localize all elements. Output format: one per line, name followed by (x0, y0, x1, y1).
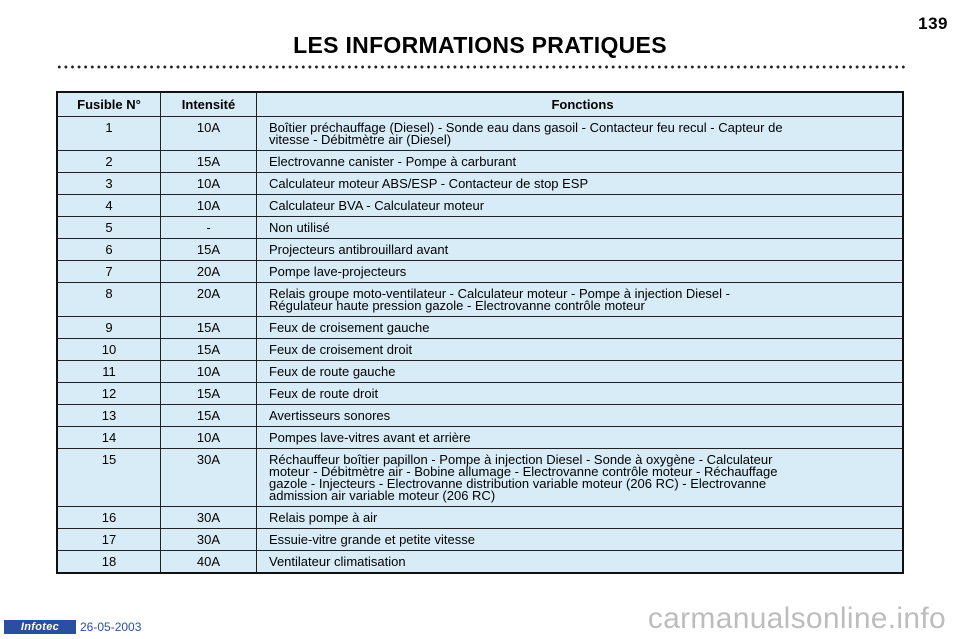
function-line: Feux de route gauche (269, 364, 396, 379)
table-row (58, 550, 902, 572)
fuse-intensity: 30A (160, 507, 256, 528)
fuse-functions (256, 261, 902, 282)
fuse-number: 6 (105, 242, 113, 257)
fuse-intensity: 15A (160, 339, 256, 360)
footer-date: 26-05-2003 (80, 620, 142, 634)
table-row (58, 360, 902, 382)
function-line: Non utilisé (269, 220, 330, 235)
fuse-table (56, 91, 904, 574)
page-title: LES INFORMATIONS PRATIQUES (293, 32, 667, 58)
function-line: Pompes lave-vitres avant et arrière (269, 430, 471, 445)
function-line: Réchauffeur boîtier papillon - Pompe à injection Diesel - Sonde à oxygène - Calculateur (269, 452, 773, 467)
table-row (58, 216, 902, 238)
fuse-intensity: 10A (160, 117, 256, 150)
fuse-intensity: 10A (160, 427, 256, 448)
fuse-functions (256, 117, 902, 150)
function-line: gazole - Injecteurs - Electrovanne distribution variable moteur (206 RC) - Electrovanne (269, 476, 767, 491)
fuse-number: 4 (105, 198, 113, 213)
fuse-functions (256, 283, 902, 316)
fuse-intensity: 15A (160, 383, 256, 404)
fuse-number: 8 (105, 286, 113, 301)
fuse-functions (256, 151, 902, 172)
fuse-functions (256, 173, 902, 194)
table-row (58, 528, 902, 550)
fuse-intensity: 10A (160, 361, 256, 382)
fuse-number: 3 (105, 176, 113, 191)
table-row (58, 382, 902, 404)
fuse-intensity: 10A (160, 195, 256, 216)
fuse-intensity: 15A (160, 317, 256, 338)
table-row (58, 194, 902, 216)
table-row (58, 282, 902, 316)
function-line: Ventilateur climatisation (269, 554, 406, 569)
fuse-number: 10 (101, 342, 117, 357)
function-line: vitesse - Débitmètre air (Diesel) (269, 132, 452, 147)
header-fuse: Fusible N° (77, 97, 141, 112)
fuse-functions (256, 427, 902, 448)
fuse-number: 15 (101, 452, 117, 467)
table-row (58, 338, 902, 360)
fuse-intensity: 15A (160, 151, 256, 172)
function-line: Feux de croisement droit (269, 342, 413, 357)
fuse-number: 1 (105, 120, 113, 135)
function-line: Relais groupe moto-ventilateur - Calculateur moteur - Pompe à injection Diesel - (269, 286, 730, 301)
fuse-functions (256, 361, 902, 382)
header-intensity: Intensité (160, 93, 256, 116)
fuse-functions (256, 195, 902, 216)
table-row (58, 404, 902, 426)
fuse-number: 11 (102, 364, 116, 379)
dotted-rule (56, 65, 906, 69)
function-line: Boîtier préchauffage (Diesel) - Sonde eau dans gasoil - Contacteur feu recul - Capteur de (269, 120, 783, 135)
function-line: Essuie-vitre grande et petite vitesse (269, 532, 475, 547)
header-functions: Fonctions (256, 93, 902, 116)
fuse-functions (256, 339, 902, 360)
function-line: Régulateur haute pression gazole - Electrovanne contrôle moteur (269, 298, 645, 313)
function-line: Feux de route droit (269, 386, 379, 401)
fuse-functions (256, 449, 902, 506)
table-row (58, 260, 902, 282)
fuse-number: 14 (101, 430, 117, 445)
function-line: Pompe lave-projecteurs (269, 264, 407, 279)
fuse-functions (256, 507, 902, 528)
fuse-intensity: 10A (160, 173, 256, 194)
table-row (58, 150, 902, 172)
function-line: Projecteurs antibrouillard avant (269, 242, 449, 257)
table-header-row (58, 93, 902, 116)
fuse-functions (256, 405, 902, 426)
function-line: Feux de croisement gauche (269, 320, 430, 335)
fuse-number: 12 (101, 386, 117, 401)
table-row (58, 172, 902, 194)
fuse-functions (256, 239, 902, 260)
function-line: admission air variable moteur (206 RC) (269, 488, 496, 503)
fuse-intensity: 15A (160, 405, 256, 426)
function-line: Calculateur moteur ABS/ESP - Contacteur de stop ESP (269, 176, 589, 191)
table-row (58, 116, 902, 150)
fuse-functions (256, 383, 902, 404)
function-line: Relais pompe à air (269, 510, 378, 525)
fuse-number: 2 (105, 154, 113, 169)
fuse-intensity: 20A (160, 283, 256, 316)
fuse-number: 16 (101, 510, 117, 525)
fuse-intensity: 15A (160, 239, 256, 260)
function-line: moteur - Débitmètre air - Bobine allumage - Electrovanne contrôle moteur - Réchauffage (269, 464, 778, 479)
infotec-logo: Infotec (4, 620, 76, 634)
table-row (58, 316, 902, 338)
fuse-number: 18 (101, 554, 117, 569)
fuse-intensity: - (160, 217, 256, 238)
fuse-intensity: 30A (160, 449, 256, 506)
function-line: Calculateur BVA - Calculateur moteur (269, 198, 485, 213)
fuse-number: 17 (101, 532, 117, 547)
table-row (58, 506, 902, 528)
fuse-functions (256, 317, 902, 338)
fuse-intensity: 40A (160, 551, 256, 572)
table-row (58, 426, 902, 448)
fuse-number: 9 (105, 320, 113, 335)
table-row (58, 238, 902, 260)
table-row (58, 448, 902, 506)
function-line: Avertisseurs sonores (269, 408, 391, 423)
fuse-functions (256, 217, 902, 238)
fuse-number: 5 (105, 220, 113, 235)
fuse-functions (256, 551, 902, 572)
fuse-number: 13 (101, 408, 117, 423)
function-line: Electrovanne canister - Pompe à carburant (269, 154, 517, 169)
watermark: carmanualsonline.info (647, 602, 946, 635)
page-number: 139 (918, 14, 948, 33)
fuse-functions (256, 529, 902, 550)
fuse-intensity: 20A (160, 261, 256, 282)
fuse-intensity: 30A (160, 529, 256, 550)
fuse-number: 7 (105, 264, 113, 279)
